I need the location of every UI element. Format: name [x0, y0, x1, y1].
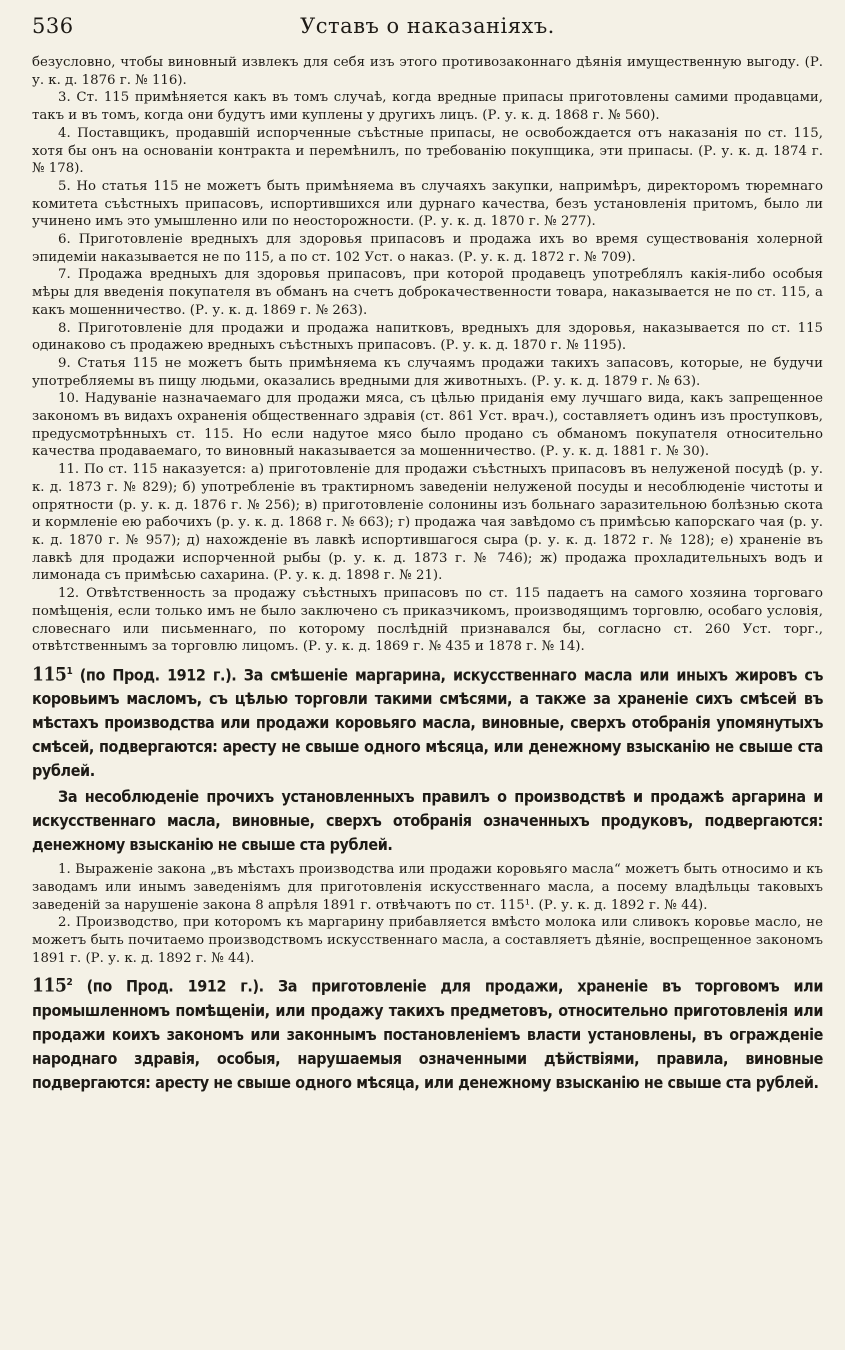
note-7: 7. Продажа вредныхъ для здоровья припасовъ, при которой продавецъ употреблялъ какія-либо особыя мѣры для введенія покупателя въ обманъ на счетъ доброкачественности товара, наказывается не по ст. 115, а какъ мошенничество. (Р. у. к. д. 1869 г. № 263). [32, 267, 823, 318]
sub-note-2: 2. Производство, при которомъ къ маргарину прибавляется вмѣсто молока или сливокъ коровье масло, не можетъ быть почитаемо производствомъ искусственнаго масла, а составляетъ дѣяніе, воспрещенное закономъ 1891 г. (Р. у. к. д. 1892 г. № 44). [32, 915, 823, 966]
sub-note-1: 1. Выраженіе закона „въ мѣстахъ производства или продажи коровьяго масла“ можетъ быть относимо и къ заводамъ или инымъ заведеніямъ для приготовленія искусственнаго масла, а посему владѣльцы таковыхъ заведеній за нарушеніе закона 8 апрѣля 1891 г. отвѣчаютъ по ст. 115¹. (Р. у. к. д. 1892 г. № 44). [32, 862, 823, 913]
note-9: 9. Статья 115 не можетъ быть примѣняема къ случаямъ продажи такихъ запасовъ, которые, не будучи употребляемы въ пищу людьми, оказались вредными для животныхъ. (Р. у. к. д. 1879 г. № 63). [32, 355, 823, 389]
article-superscript: 1 [66, 665, 73, 677]
note-12: 12. Отвѣтственность за продажу съѣстныхъ припасовъ по ст. 115 падаетъ на самого хозяина торговаго помѣщенія, если только имъ не было заключено съ приказчикомъ, производящимъ торговлю, особаго условія, словеснаго или письменнаго, по которому послѣдній признавался бы, согласно ст. 260 Уст. торг., отвѣтственнымъ за торговлю лицомъ. (Р. у. к. д. 1869 г. № 435 и 1878 г. № 14). [32, 586, 823, 655]
note-11: 11. По ст. 115 наказуется: а) приготовленіе для продажи съѣстныхъ припасовъ въ нелуженой посудѣ (р. у. к. д. 1873 г. № 829); б) употребленіе въ трактирномъ заведеніи нелуженой посуды и несоблюденіе чистоты и опрятности (р. у. к. д. 1876 г. № 256); в) приготовленіе солонины изъ больнаго заразительною болѣзнью скота и кормленіе ею рабочихъ (р. у. к. д. 1868 г. № 663); г) продажа чая завѣдомо съ примѣсью капорскаго чая (р. у. к. д. 1870 г. № 957); д) нахожденіе въ лавкѣ испортившагося сыра (р. у. к. д. 1872 г. № 128); е) храненіе въ лавкѣ для продажи испорченной рыбы (р. у. к. д. 1873 г. № 746); ж) продажа прохладительныхъ водъ и лимонада съ примѣсью сахарина. (Р. у. к. д. 1898 г. № 21). [32, 462, 823, 584]
note-3: 3. Ст. 115 примѣняется какъ въ томъ случаѣ, когда вредные припасы приготовлены самими продавцами, такъ и въ томъ, когда они будутъ ими куплены у другихъ лицъ. (Р. у. к. д. 1868 г. № 560). [32, 90, 823, 124]
article-number: 115 [32, 663, 67, 686]
article-115-2-main [32, 971, 823, 1094]
article-115-1 [32, 660, 823, 857]
running-title: Уставъ о наказаніяхъ. [300, 14, 555, 38]
note-6: 6. Приготовленіе вредныхъ для здоровья припасовъ и продажа ихъ во время существованія холерной эпидеміи наказывается не по 115, а по ст. 102 Уст. о наказ. (Р. у. к. д. 1872 г. № 709). [32, 232, 823, 265]
note-8: 8. Приготовленіе для продажи и продажа напитковъ, вредныхъ для здоровья, наказывается по ст. 115 одинаково съ продажею вредныхъ съѣстныхъ припасовъ. (Р. у. к. д. 1870 г. № 1195). [32, 320, 823, 354]
article-superscript: 2 [66, 977, 73, 989]
note-4: 4. Поставщикъ, продавшій испорченные съѣстные припасы, не освобождается отъ наказанія по ст. 115, хотя бы онъ на основаніи контракта и перемѣнилъ, по требованію покупщика, эти припасы. (Р. у. к. д. 1874 г. № 178). [32, 125, 823, 177]
note-5: 5. Но статья 115 не можетъ быть примѣняема въ случаяхъ закупки, напримѣръ, директоромъ тюремнаго комитета съѣстныхъ припасовъ, испортившихся или дурнаго качества, безъ установленія притомъ, было ли учинено имъ это умышленно или по неосторожности. (Р. у. к. д. 1870 г. № 277). [32, 178, 823, 230]
note-10: 10. Надуваніе назначаемаго для продажи мяса, съ цѣлью приданія ему лучшаго вида, какъ запрещенное закономъ въ видахъ охраненія общественнаго здравія (ст. 861 Уст. врач.), составляетъ одинъ изъ проступковъ, предусмотрѣнныхъ ст. 115. Но если надутое мясо было продано съ обманомъ покупателя относительно качества продаваемаго, то виновный наказывается за мошенничество. (Р. у. к. д. 1881 г. № 30). [32, 391, 823, 460]
page-number: 536 [32, 14, 74, 38]
article-115-2 [32, 971, 823, 1094]
article-text: (по Прод. 1912 г.). За приготовленіе для продажи, храненіе въ торговомъ или промышленномъ помѣщеніи, или продажу такихъ предметовъ, относительно приготовленія или продажи коихъ закономъ или законнымъ постановленіемъ власти установлены, въ огражденіе народнаго здравія, особыя, нарушаемыя означенными дѣйствіями, правила, виновные подвергаются: аресту не свыше одного мѣсяца, или денежному взысканію не свыше ста рублей. [32, 976, 823, 1092]
commentary-notes [32, 54, 823, 656]
article-115-1-main [32, 660, 823, 783]
article-number: 115 [32, 974, 67, 997]
page-header [32, 14, 823, 54]
note-continuation: безусловно, чтобы виновный извлекъ для себя изъ этого противозаконнаго дѣянія имущественную выгоду. (Р. у. к. д. 1876 г. № 116). [32, 55, 823, 88]
article-text: (по Прод. 1912 г.). За смѣшеніе маргарина, искусственнаго масла или иныхъ жировъ съ коровьимъ масломъ, съ цѣлью торговли такими смѣсями, а также за храненіе сихъ смѣсей въ мѣстахъ производства или продажи коровьяго масла, виновные, сверхъ отобранія упомянутыхъ смѣсей, подвергаются: аресту не свыше одного мѣсяца, или денежному взысканію не свыше ста рублей. [32, 665, 823, 781]
article-115-1-notes [32, 861, 823, 967]
article-115-1-second: За несоблюденіе прочихъ установленныхъ правилъ о производствѣ и продажѣ аргарина и искусственнаго масла, виновные, сверхъ отобранія означенныхъ продуковъ, подвергаются: денежному взысканію не свыше ста рублей. [32, 787, 823, 855]
